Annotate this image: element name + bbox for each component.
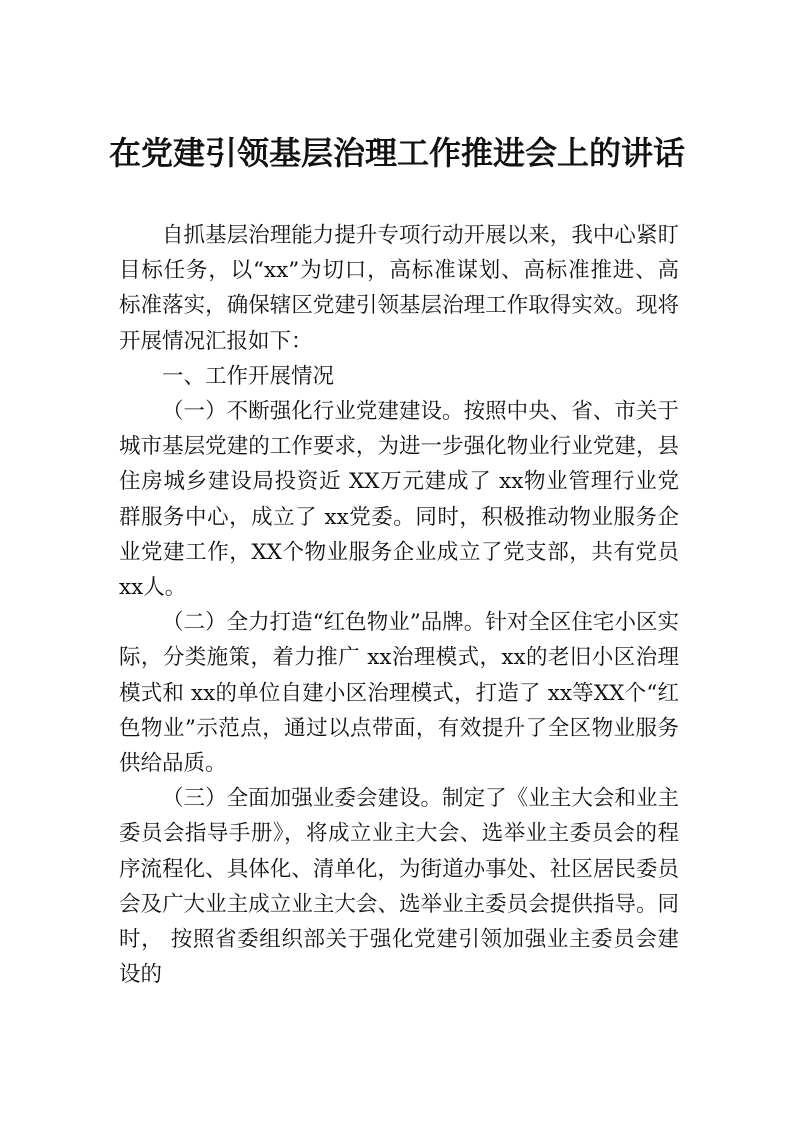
paragraph-2: （二）全力打造“红色物业”品牌。针对全区住宅小区实际，分类施策，着力推广 xx治理模式，xx的老旧小区治理模式和 xx的单位自建小区治理模式，打造了 xx等XX个“红色物业”示范点，通过以点带面，有效提升了全区物业服务供给品质。: [119, 610, 679, 777]
section-heading: 一、工作开展情况: [162, 363, 335, 389]
document-body: [119, 218, 679, 992]
paragraph-3: （三）全面加强业委会建设。制定了《业主大会和业主委员会指导手册》，将成立业主大会、选举业主委员会的程序流程化、具体化、清单化，为街道办事处、社区居民委员会及广大业主成立业主大会、选举业主委员会提供指导。同时， 按照省委组织部关于强化党建引领加强业主委员会建设的: [119, 786, 679, 988]
document-title: 在党建引领基层治理工作推进会上的讲话: [108, 134, 685, 172]
intro-paragraph: 自抓基层治理能力提升专项行动开展以来，我中心紧盯目标任务，以“xx”为切口，高标准谋划、高标准推进、高标准落实，确保辖区党建引领基层治理工作取得实效。现将开展情况汇报如下：: [119, 223, 679, 354]
paragraph-1: （一）不断强化行业党建建设。按照中央、省、市关于城市基层党建的工作要求，为进一步强化物业行业党建，县住房城乡建设局投资近 XX万元建成了 xx物业管理行业党群服务中心，成立了 xx党委。同时，积极推动物业服务企业党建工作，XX个物业服务企业成立了党支部，共有党员 xx人。: [119, 399, 679, 601]
